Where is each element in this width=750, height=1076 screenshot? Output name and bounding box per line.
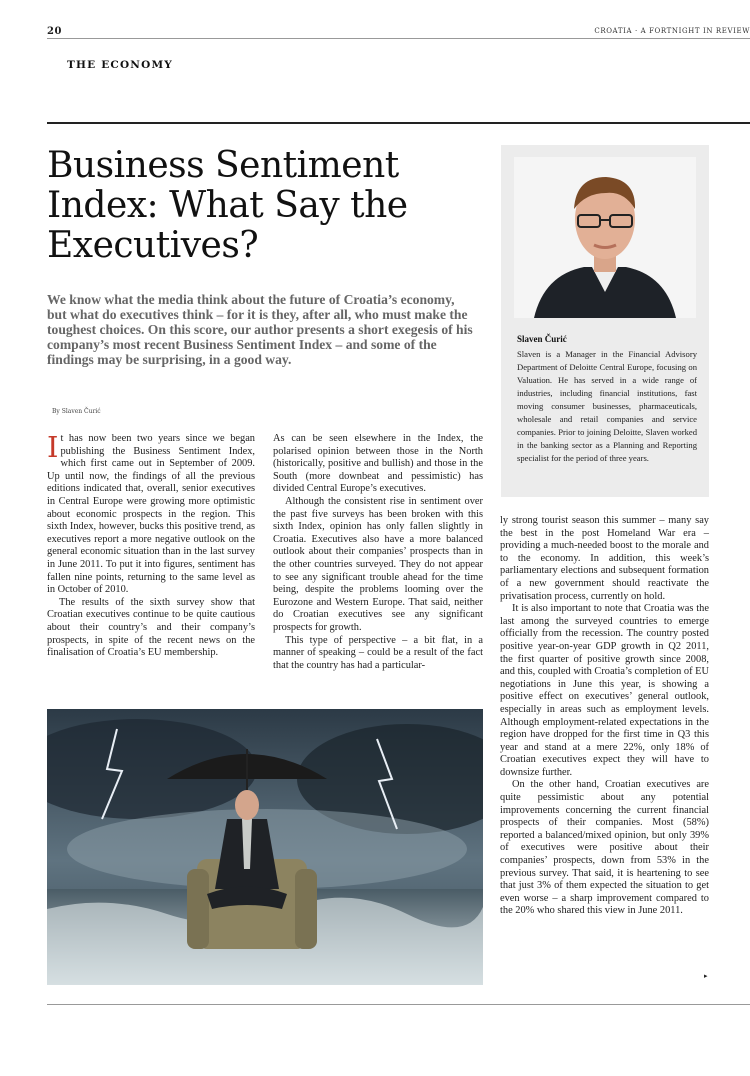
standfirst: We know what the media think about the future of Croatia’s economy, but what do executives think – for it is they, after all, who must make the toughest choices. On this score, our author presents a short exegesis of his company’s most recent Business Sentiment Index – and some of the findings may be surprising, in a good way. [47, 292, 473, 367]
paragraph: This type of perspective – a bit flat, in a manner of speaking – could be a result of the fact that the country has had a particular- [273, 634, 483, 671]
title-line-1: Business Sentiment [47, 145, 399, 186]
drop-cap: I [47, 430, 59, 464]
article-title [47, 146, 487, 266]
end-of-article-mark: ▸ [704, 972, 708, 980]
article-column-1 [47, 430, 255, 660]
paragraph: Although the consistent rise in sentiment over the past five surveys has been broken with this sixth Index, opinion has only fallen slightly in Croatia. Executives also have a more balanced outlook about their companies’ prospects than in the other countries surveyed. They do not appear to see any significant trouble ahead for the time being, despite the problems looming over the Eurozone and Western Europe. That said, neither do Croatian executives see any significant prospects for growth. [273, 495, 483, 633]
paragraph [47, 430, 255, 597]
paragraph: It is also important to note that Croatia was the last among the surveyed countries to emerge officially from the recession. The country posted positive year-on-year GDP growth in Q2 2011, the first quarter of positive growth since 2008, and this, coupled with Croatia’s completion of EU negotiations in June this year, is showing a positive effect on executives’ general outlook, especially in areas such as employment levels. Although employment-related expectations in the region have dropped for the first time in Q3 this year and stand at a mere 22%, only 18% of Croatian executives expect they will have to downsize further. [500, 603, 709, 778]
running-head: CROATIA · A FORTNIGHT IN REVIEW [594, 27, 750, 35]
author-name: Slaven Čurić [517, 334, 567, 344]
paragraph-text: t has now been two years since we began publishing the Business Sentiment Index, which first came out in September of 2009. Up until now, the findings of all the previous editions indicated that, overall, senior executives in Central Europe were growing more optimistic about economic prospects in the region. This sixth Index, however, bucks this positive trend, as executives report a more negative outlook on the general economic situation than in the last survey in June 2011. To put it into figures, sentiment has fallen nine points, returning to the same level as in October of 2010. [47, 433, 255, 596]
article-column-2 [273, 433, 483, 672]
bottom-rule [47, 1004, 750, 1005]
section-label: THE ECONOMY [67, 59, 173, 71]
top-rule [47, 38, 750, 39]
author-portrait-image [514, 157, 696, 318]
article-column-3 [500, 515, 709, 918]
title-line-2: Index: What Say the [47, 185, 408, 226]
byline: By Slaven Čurić [52, 408, 101, 415]
title-line-3: Executives? [47, 225, 259, 266]
paragraph: On the other hand, Croatian executives are quite pessimistic about any potential improvements concerning the current financial prospects of their companies. Most (58%) reported a balanced/mixed opinion, but only 39% of executives were positive about their companies’ prospects, down from 53% in the previous survey. That said, it is heartening to see that just 3% of them expected the situation to get even worse – a sharp improvement compared to the 20% who shared this view in June 2011. [500, 779, 709, 917]
storm-illustration [47, 709, 483, 985]
page-number: 20 [47, 26, 62, 37]
paragraph: ly strong tourist season this summer – many say the best in the post Homeland War era – providing a much-needed boost to the morale and to the economy. In addition, this week’s parliamentary elections and subsequent formation of a new government should reactivate the privatisation process, currently on hold. [500, 515, 709, 602]
paragraph: The results of the sixth survey show that Croatian executives continue to be quite cautious about their country’s and their company’s prospects, in spite of the recent news on the finalisation of Croatia’s EU membership. [47, 596, 255, 659]
author-photo [514, 157, 696, 318]
author-bio: Slaven is a Manager in the Financial Advisory Department of Deloitte Central Europe, focusing on Valuation. He has served in a wide range of industries, including financial institutions, fast moving consumer businesses, pharmaceuticals, wholesale and retail companies and service companies. Prior to joining Deloitte, Slaven worked in the banking sector as a Planning and Reporting specialist for the period of three years. [517, 349, 697, 463]
paragraph: As can be seen elsewhere in the Index, the polarised opinion between those in the North (historically, positive and bullish) and those in the South (more downbeat and pessimistic) has divided Central Europe’s executives. [273, 433, 483, 495]
section-divider [47, 122, 750, 124]
businessman-umbrella-image [47, 709, 483, 985]
